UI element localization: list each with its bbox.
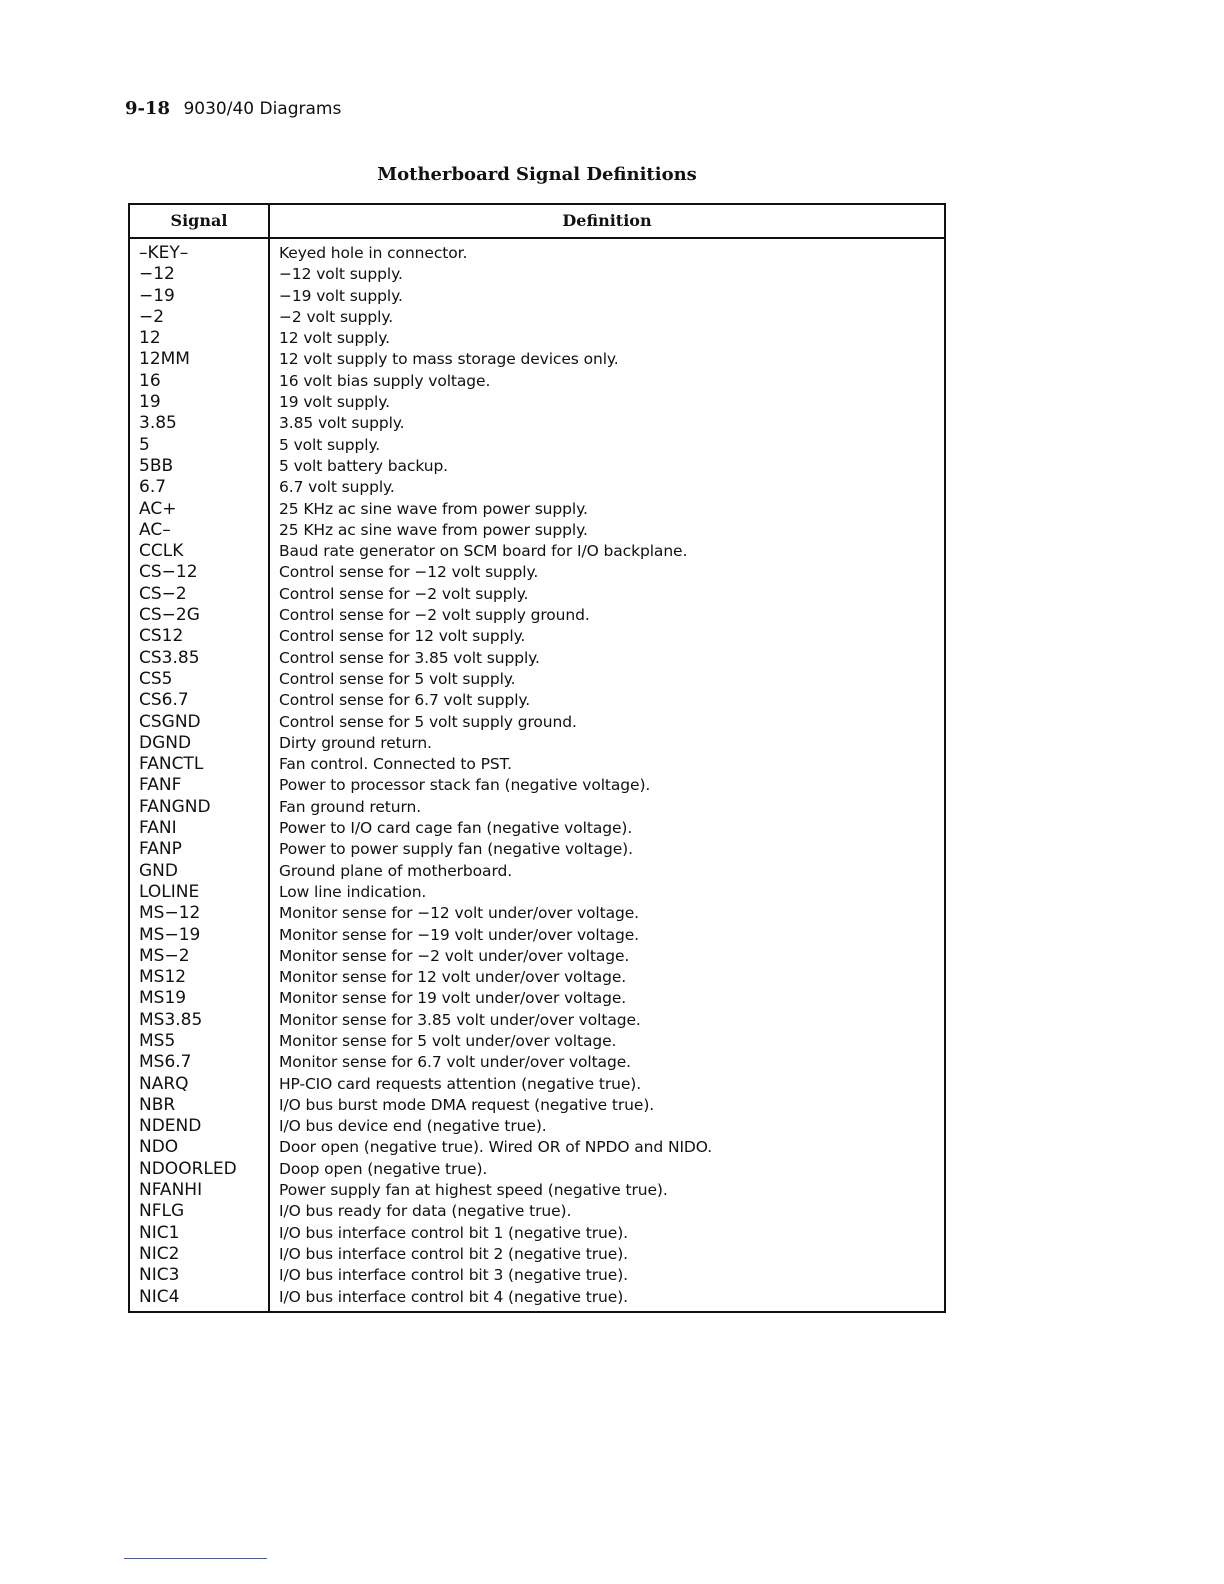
table-row — [130, 605, 944, 626]
table-row — [130, 456, 944, 477]
table-row — [130, 882, 944, 903]
signal-name: FANP — [139, 839, 182, 860]
signal-definition: I/O bus burst mode DMA request (negative true). — [279, 1095, 655, 1114]
signal-definition: −2 volt supply. — [279, 307, 394, 326]
signal-definition: Control sense for 3.85 volt supply. — [279, 648, 540, 667]
table-row — [130, 1074, 944, 1095]
table-row — [130, 818, 944, 839]
section-title: 9030/40 Diagrams — [183, 99, 342, 119]
signal-name: 6.7 — [139, 477, 167, 498]
signal-name: NDOORLED — [139, 1158, 237, 1179]
signal-name: FANGND — [139, 796, 211, 817]
signal-definition: Power to power supply fan (negative voltage). — [279, 840, 633, 859]
signal-definition: I/O bus interface control bit 4 (negative true). — [279, 1287, 628, 1306]
table-row — [130, 584, 944, 605]
signal-name: MS6.7 — [139, 1052, 192, 1073]
signal-definition: Control sense for −2 volt supply ground. — [279, 606, 590, 625]
table-row — [130, 307, 944, 328]
signal-definition: 5 volt battery backup. — [279, 456, 449, 475]
signal-name: MS5 — [139, 1030, 176, 1051]
page-number: 9-18 — [125, 98, 171, 119]
table-row — [130, 861, 944, 882]
signal-name: AC+ — [139, 498, 177, 519]
signal-name: DGND — [139, 732, 192, 753]
column-header-definition: Definition — [562, 211, 652, 230]
table-row — [130, 286, 944, 307]
signal-definition: 5 volt supply. — [279, 435, 381, 454]
table-row — [130, 754, 944, 775]
signal-definition: Power supply fan at highest speed (negative true). — [279, 1181, 668, 1200]
signal-definition: Monitor sense for 12 volt under/over voltage. — [279, 968, 627, 987]
table-row — [130, 562, 944, 583]
table-row — [130, 903, 944, 924]
signal-name: NDO — [139, 1137, 179, 1158]
table-row — [130, 1159, 944, 1180]
table-row — [130, 243, 944, 264]
table-row — [130, 797, 944, 818]
signal-definition: Monitor sense for 5 volt under/over voltage. — [279, 1031, 617, 1050]
signal-definition: Door open (negative true). Wired OR of NPDO and NIDO. — [279, 1138, 713, 1157]
table-row — [130, 967, 944, 988]
table-row — [130, 1287, 944, 1308]
signal-name: NARQ — [139, 1073, 189, 1094]
signal-definition: Baud rate generator on SCM board for I/O backplane. — [279, 542, 688, 561]
signal-name: 3.85 — [139, 413, 177, 434]
footer-rule — [124, 1558, 267, 1559]
signal-definition: Ground plane of motherboard. — [279, 861, 513, 880]
signal-definition: Monitor sense for −19 volt under/over voltage. — [279, 925, 640, 944]
table-row — [130, 1244, 944, 1265]
table-row — [130, 349, 944, 370]
signal-name: −19 — [139, 285, 175, 306]
signal-name: 19 — [139, 392, 161, 413]
signal-definition: 16 volt bias supply voltage. — [279, 371, 491, 390]
table-row — [130, 733, 944, 754]
table-row — [130, 775, 944, 796]
page-title: Motherboard Signal Definitions — [377, 164, 697, 185]
signal-definition: 3.85 volt supply. — [279, 414, 405, 433]
signal-definition: Keyed hole in connector. — [279, 244, 468, 262]
signal-definition: Power to processor stack fan (negative voltage). — [279, 776, 651, 795]
signal-name: CS6.7 — [139, 690, 189, 711]
table-row — [130, 1265, 944, 1286]
signal-definition: Monitor sense for −2 volt under/over voltage. — [279, 946, 630, 965]
signal-name: CCLK — [139, 541, 184, 562]
signal-definition: Control sense for −2 volt supply. — [279, 584, 529, 603]
signal-name: 12MM — [139, 349, 190, 370]
signal-name: FANF — [139, 775, 182, 796]
signal-name: MS−19 — [139, 924, 201, 945]
signal-definition: Fan ground return. — [279, 797, 422, 816]
table-row — [130, 925, 944, 946]
table-row — [130, 264, 944, 285]
table-row — [130, 626, 944, 647]
signal-definition: Control sense for 5 volt supply ground. — [279, 712, 577, 731]
table-row — [130, 1095, 944, 1116]
signal-name: 5BB — [139, 455, 174, 476]
table-row — [130, 690, 944, 711]
signal-name: NIC2 — [139, 1243, 180, 1264]
signal-name: MS−2 — [139, 945, 190, 966]
table-row — [130, 1137, 944, 1158]
signal-definition: 25 KHz ac sine wave from power supply. — [279, 520, 588, 539]
signal-definition: I/O bus interface control bit 2 (negative true). — [279, 1244, 628, 1263]
signal-definition: HP-CIO card requests attention (negative true). — [279, 1074, 642, 1093]
table-row — [130, 371, 944, 392]
table-row — [130, 520, 944, 541]
signal-definition: Control sense for −12 volt supply. — [279, 563, 539, 582]
signal-name: AC– — [139, 519, 171, 540]
signal-name: LOLINE — [139, 881, 200, 902]
signal-definition: Monitor sense for 3.85 volt under/over voltage. — [279, 1010, 641, 1029]
signal-definition: Control sense for 12 volt supply. — [279, 627, 526, 646]
signal-definition: −12 volt supply. — [279, 265, 403, 284]
signal-name: NIC3 — [139, 1265, 180, 1286]
signal-definition: 25 KHz ac sine wave from power supply. — [279, 499, 588, 518]
table-row — [130, 477, 944, 498]
column-header-signal: Signal — [170, 211, 228, 230]
signal-name: MS19 — [139, 988, 187, 1009]
signal-name: 12 — [139, 328, 161, 349]
signal-name: MS−12 — [139, 903, 201, 924]
table-row — [130, 435, 944, 456]
table-row — [130, 1052, 944, 1073]
signal-definition: Low line indication. — [279, 882, 427, 901]
table-row — [130, 712, 944, 733]
signal-definition: Monitor sense for −12 volt under/over voltage. — [279, 904, 640, 923]
signal-name: CS−2 — [139, 583, 187, 604]
table-row — [130, 392, 944, 413]
signal-name: –KEY– — [139, 243, 189, 263]
table-row — [130, 648, 944, 669]
table-row — [130, 499, 944, 520]
signal-name: GND — [139, 860, 178, 881]
signal-name: CS3.85 — [139, 647, 200, 668]
signal-name: CSGND — [139, 711, 201, 732]
table-row — [130, 541, 944, 562]
signal-definition: −19 volt supply. — [279, 286, 403, 305]
signal-definition: Control sense for 5 volt supply. — [279, 669, 516, 688]
signal-definition: 12 volt supply to mass storage devices only. — [279, 350, 619, 369]
signal-name: NFLG — [139, 1201, 185, 1222]
signal-name: CS−12 — [139, 562, 198, 583]
signal-name: NIC1 — [139, 1222, 180, 1243]
table-row — [130, 988, 944, 1009]
signal-definition: I/O bus ready for data (negative true). — [279, 1202, 572, 1221]
signal-definition: Power to I/O card cage fan (negative voltage). — [279, 819, 633, 838]
signal-definition: I/O bus device end (negative true). — [279, 1117, 547, 1136]
table-header-row — [130, 205, 944, 239]
signal-name: NBR — [139, 1094, 176, 1115]
table-row — [130, 1031, 944, 1052]
signal-name: NIC4 — [139, 1286, 180, 1307]
signal-name: MS3.85 — [139, 1009, 203, 1030]
signal-definition: Monitor sense for 6.7 volt under/over voltage. — [279, 1053, 631, 1072]
signal-name: FANI — [139, 818, 177, 839]
signal-name: NFANHI — [139, 1180, 203, 1201]
signal-definition: Doop open (negative true). — [279, 1159, 488, 1178]
table-row — [130, 946, 944, 967]
table-row — [130, 1010, 944, 1031]
table-row — [130, 328, 944, 349]
signal-name: CS5 — [139, 668, 173, 689]
signal-table — [128, 203, 946, 1313]
signal-name: CS12 — [139, 626, 184, 647]
signal-definition: 6.7 volt supply. — [279, 478, 395, 497]
signal-definition: Monitor sense for 19 volt under/over voltage. — [279, 989, 627, 1008]
signal-definition: I/O bus interface control bit 1 (negative true). — [279, 1223, 628, 1242]
signal-definition: I/O bus interface control bit 3 (negative true). — [279, 1266, 628, 1285]
table-row — [130, 1201, 944, 1222]
table-row — [130, 413, 944, 434]
table-row — [130, 1223, 944, 1244]
table-row — [130, 1180, 944, 1201]
page-header — [125, 98, 341, 119]
signal-name: FANCTL — [139, 754, 204, 775]
signal-name: MS12 — [139, 967, 187, 988]
table-row — [130, 669, 944, 690]
table-row — [130, 1116, 944, 1137]
signal-name: −2 — [139, 306, 165, 327]
signal-definition: Dirty ground return. — [279, 733, 432, 752]
signal-name: 5 — [139, 434, 150, 455]
table-body — [130, 243, 944, 1308]
signal-name: CS−2G — [139, 605, 200, 626]
signal-definition: Control sense for 6.7 volt supply. — [279, 691, 531, 710]
signal-name: −12 — [139, 264, 175, 285]
signal-definition: 12 volt supply. — [279, 329, 390, 348]
signal-definition: Fan control. Connected to PST. — [279, 755, 512, 774]
signal-name: NDEND — [139, 1116, 202, 1137]
table-row — [130, 839, 944, 860]
signal-name: 16 — [139, 370, 161, 391]
signal-definition: 19 volt supply. — [279, 393, 390, 412]
